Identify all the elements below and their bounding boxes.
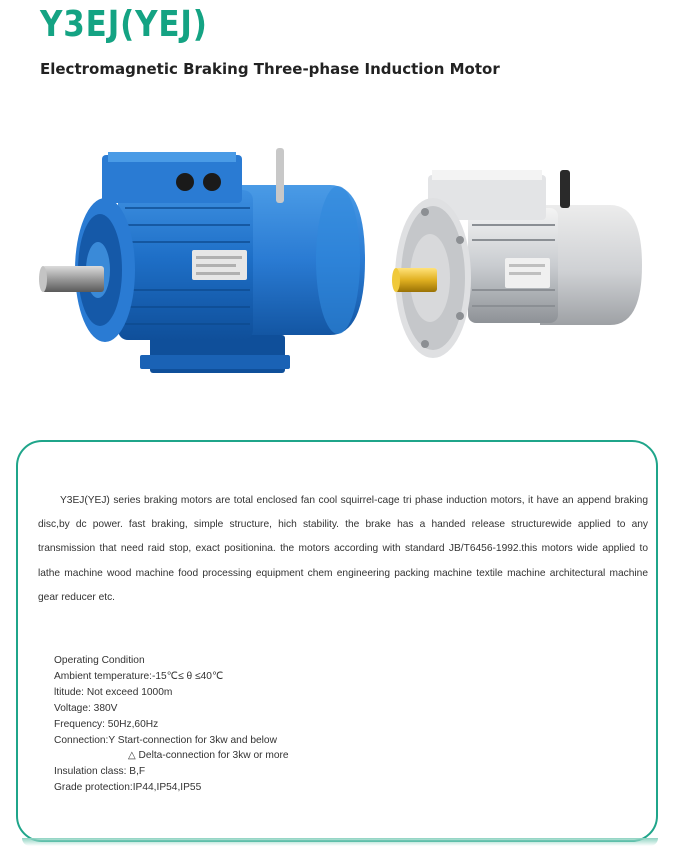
connection-delta-row: [54, 748, 289, 764]
card-shadow: [22, 838, 658, 846]
page-title: Y3EJ(YEJ): [40, 4, 208, 45]
altitude: ltitude: Not exceed 1000m: [54, 686, 173, 698]
product-description: Y3EJ(YEJ) series braking motors are total enclosed fan cool squirrel-cage tri phase induction motors, it have an append braking disc,by dc power. fast braking, simple structure, hich stability. the brake has a handed release structurewide applied to any transmission that need raid stop, exact positionina. the motors according with standard JB/T6456-1992.this motors wide applied to lathe machine wood machine food processing equipment chem engineering packing machine textile machine architectural machine gear reducer etc.: [38, 495, 648, 603]
operating-conditions: [54, 653, 289, 796]
conditions-heading: Operating Condition: [54, 655, 145, 666]
aluminium-motor-image: [392, 170, 642, 358]
connection-delta: Delta-connection for 3kw or more: [138, 750, 289, 762]
product-photos: [0, 130, 683, 410]
connection-star: Connection:Y Start-connection for 3kw and below: [54, 734, 277, 746]
frequency: Frequency: 50Hz,60Hz: [54, 718, 159, 730]
blue-motor-image: [39, 148, 365, 373]
grade-protection: Grade protection:IP44,IP54,IP55: [54, 782, 202, 794]
delta-icon: △: [128, 750, 136, 762]
voltage: Voltage: 380V: [54, 702, 118, 714]
ambient-temperature: Ambient temperature:-15℃≤ θ ≤40℃: [54, 670, 224, 682]
page-subtitle: Electromagnetic Braking Three-phase Induction Motor: [40, 60, 500, 78]
insulation-class: Insulation class: B,F: [54, 766, 146, 778]
